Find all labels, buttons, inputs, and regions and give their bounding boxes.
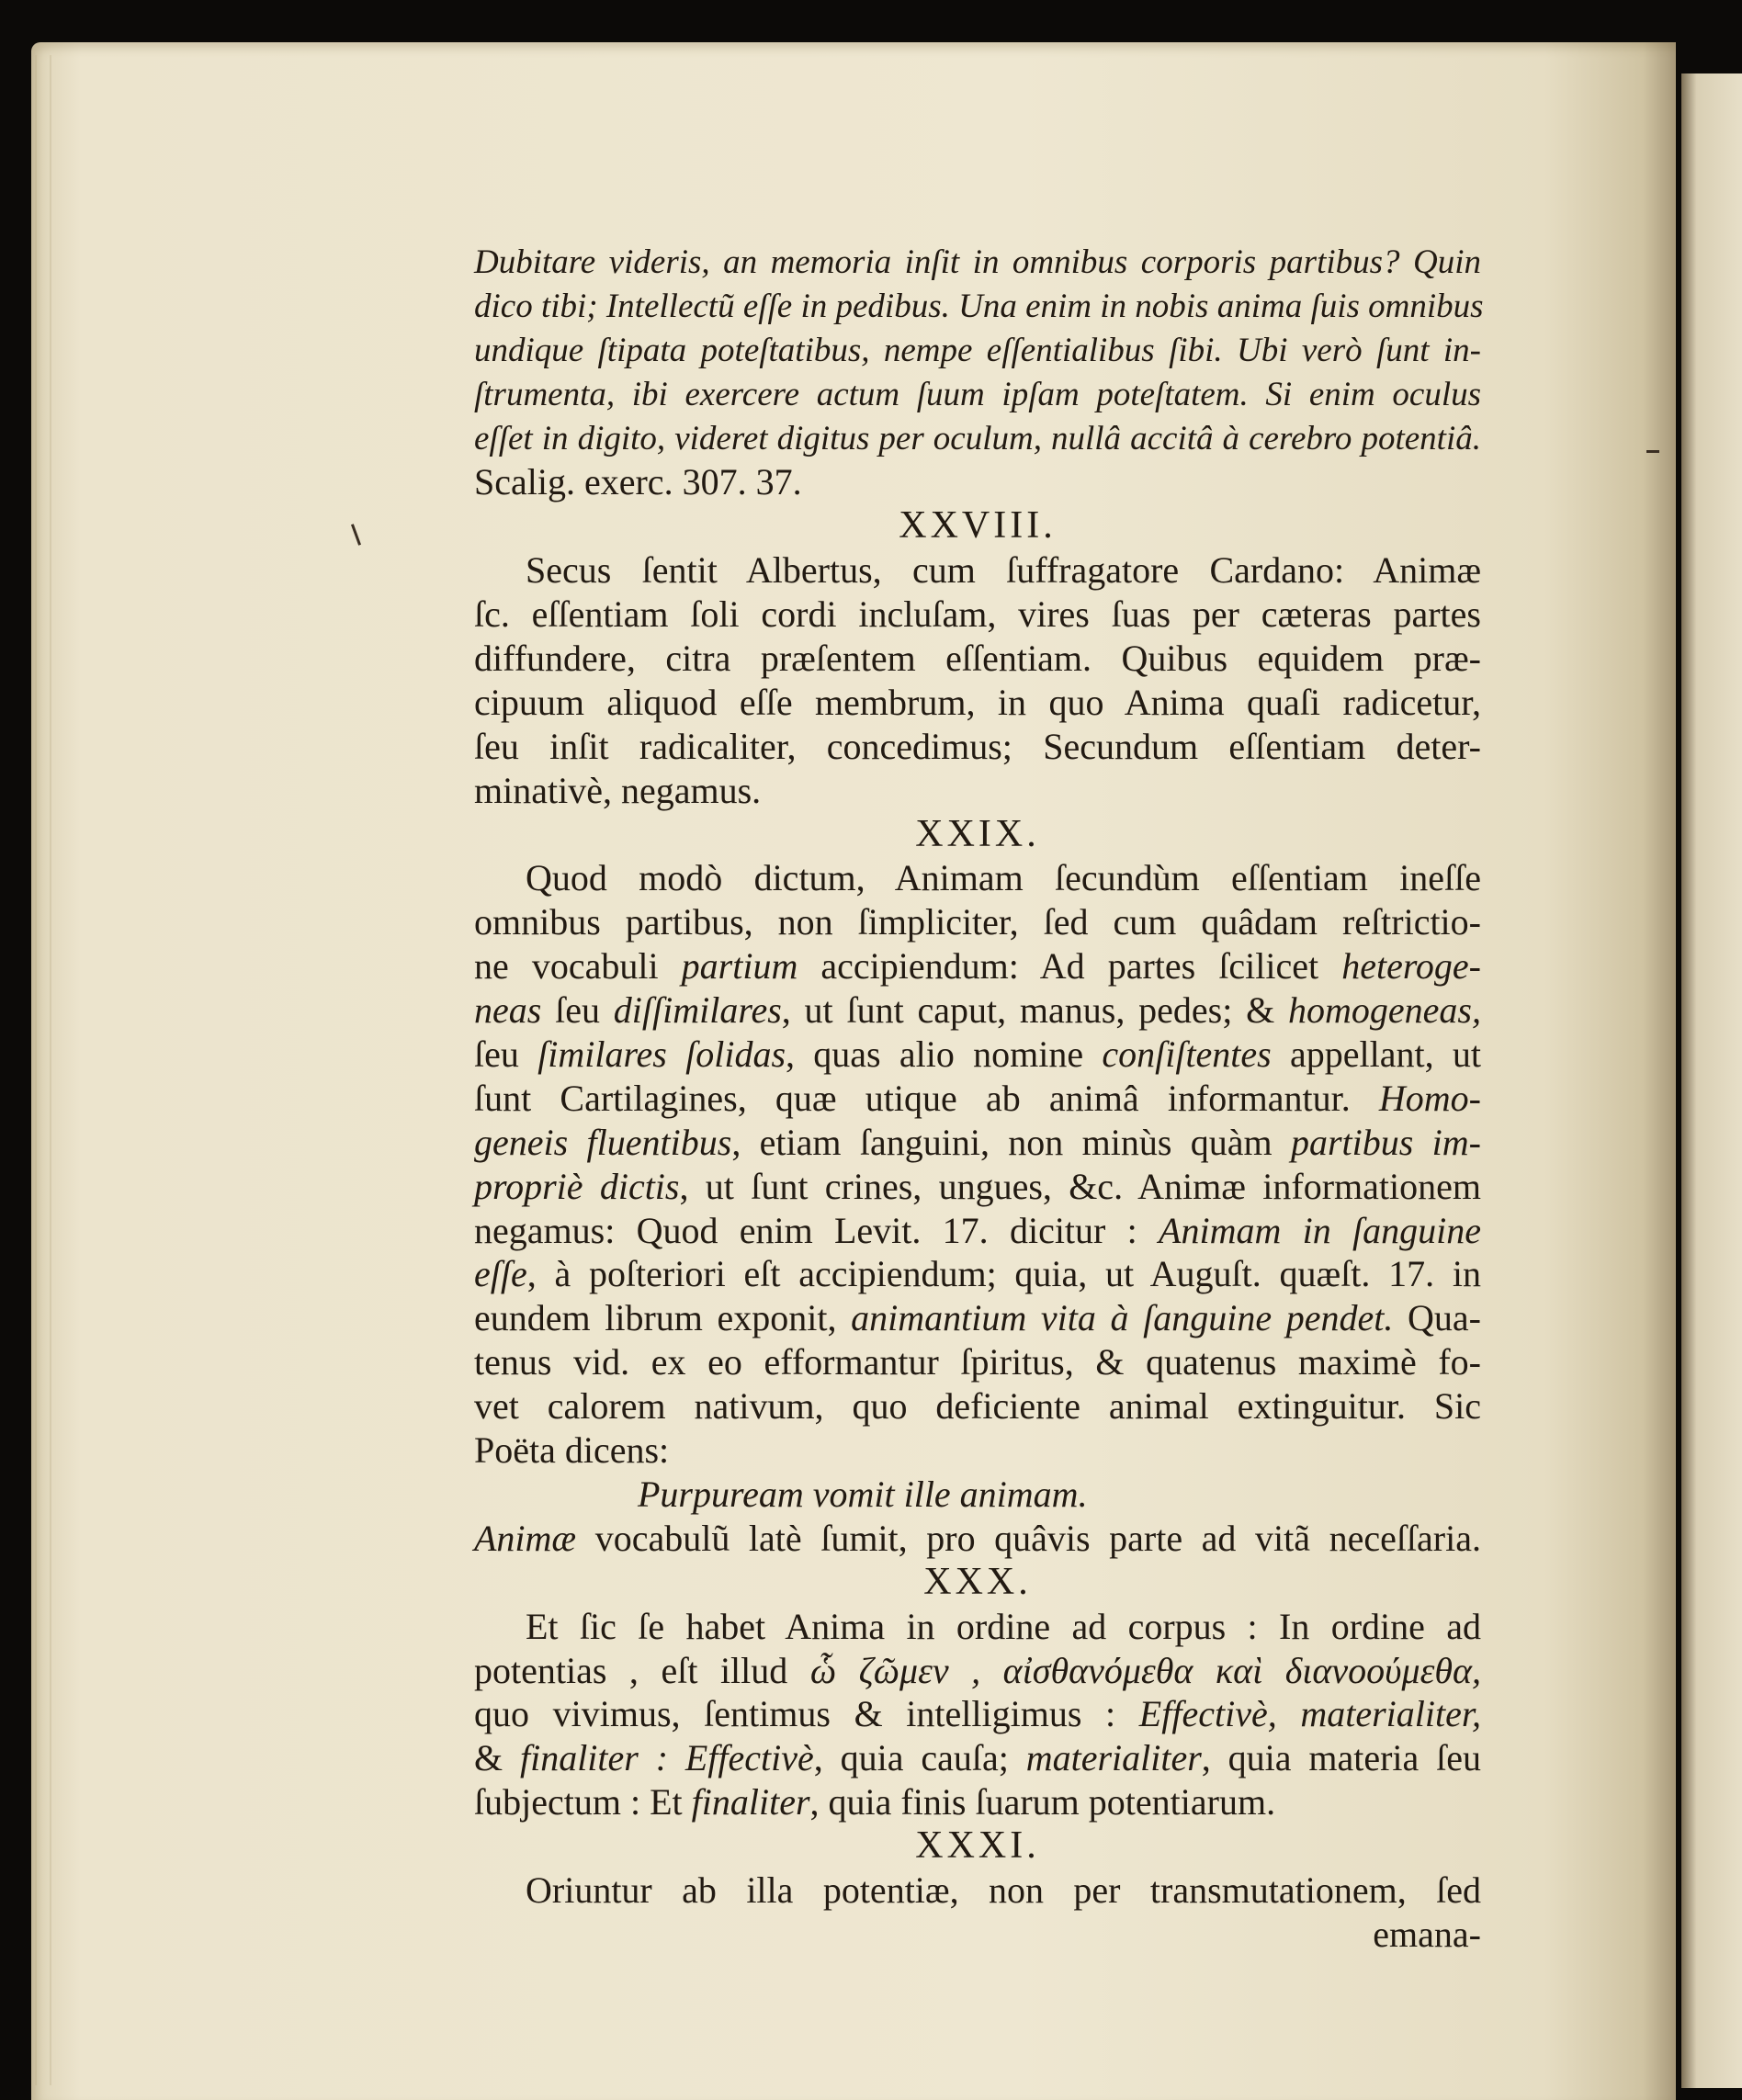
- section-heading: [474, 1561, 1481, 1605]
- roman-text: ne vocabuli: [474, 945, 682, 988]
- roman-text: , à poſteriori eſt accipiendum; quia, ut Auguſt. quæſt. 17. in: [526, 1253, 1481, 1295]
- roman-text: , ut ſunt crines, ungues, &c. Animæ informationem: [679, 1165, 1481, 1207]
- roman-text: minativè, negamus.: [474, 769, 762, 811]
- italic-text: geneis fluentibus: [474, 1121, 732, 1163]
- page-edges: [35, 55, 51, 2085]
- text-line: [474, 241, 1481, 285]
- italic-text: dico tibi; Intellectũ eſſe in pedibus. Una enim in nobis anima ſuis omnibus: [474, 287, 1484, 325]
- italic-text: ſimilares ſolidas: [537, 1033, 786, 1076]
- roman-text: ſeu inſit radicaliter, concedimus; Secundum eſſentiam deter-: [474, 725, 1481, 767]
- roman-text: ſunt Cartilagines, quæ utique ab animâ informantur.: [474, 1077, 1379, 1119]
- roman-text: ſc. eſſentiam ſoli cordi incluſam, vires ſuas per cæteras partes: [474, 593, 1481, 636]
- text-line: [474, 460, 1481, 504]
- text-line: [474, 329, 1481, 373]
- roman-text: , ut ſunt caput, manus, pedes; &: [781, 989, 1289, 1032]
- roman-text: XXXI.: [915, 1824, 1040, 1868]
- text-line: [474, 1121, 1481, 1165]
- roman-text: , quia finis ſuarum potentiarum.: [809, 1781, 1276, 1823]
- italic-text: Effectivè, materialiter,: [1138, 1693, 1481, 1735]
- roman-text: Qua-: [1393, 1297, 1481, 1339]
- italic-text: eſſe: [474, 1253, 527, 1295]
- italic-text: partium: [681, 945, 798, 988]
- roman-text: potentias , eſt illud: [474, 1649, 810, 1691]
- text-line: [474, 637, 1481, 681]
- roman-text: cipuum aliquod eſſe membrum, in quo Anima quaſi radicetur,: [474, 681, 1481, 723]
- section-heading: [474, 813, 1481, 857]
- italic-text: partibus im-: [1290, 1121, 1481, 1163]
- text-line: [474, 1736, 1481, 1780]
- text-line: [474, 725, 1481, 769]
- roman-text: emana-: [1373, 1913, 1481, 1955]
- roman-text: Oriuntur ab illa potentiæ, non per transmutationem, ſed: [526, 1869, 1481, 1911]
- roman-text: Et ſic ſe habet Anima in ordine ad corpus : In ordine ad: [526, 1605, 1481, 1647]
- text-line: [474, 856, 1481, 900]
- roman-text: XXIX.: [915, 812, 1040, 855]
- roman-text: ſeu: [541, 989, 614, 1032]
- text-line: [474, 285, 1484, 329]
- roman-text: , quas alio nomine: [786, 1033, 1103, 1076]
- roman-text: Secus ſentit Albertus, cum ſuffragatore Cardano: Animæ: [526, 549, 1481, 592]
- roman-text: negamus: Quod enim Levit. 17. dicitur :: [474, 1209, 1159, 1251]
- roman-text: diffundere, citra præſentem eſſentiam. Quibus equidem præ-: [474, 638, 1481, 680]
- roman-text: quo vivimus, ſentimus & intelligimus :: [474, 1693, 1139, 1735]
- roman-text: Scalig. exerc. 307. 37.: [474, 461, 802, 503]
- roman-text: XXX.: [923, 1560, 1032, 1603]
- text-line: [474, 1209, 1481, 1253]
- roman-text: vet calorem nativum, quo deficiente animal extinguitur. Sic: [474, 1385, 1481, 1428]
- italic-text: materialiter: [1025, 1737, 1202, 1779]
- text-line: [474, 1649, 1481, 1693]
- italic-text: Dubitare videris, an memoria inſit in omnibus corporis partibus? Quin: [474, 243, 1481, 281]
- roman-text: XXVIII.: [899, 504, 1057, 548]
- italic-text: diſſimilares: [613, 989, 782, 1032]
- catchword: [474, 1913, 1481, 1957]
- roman-text: ſubjectum : Et: [474, 1781, 692, 1823]
- text-line: [474, 593, 1481, 637]
- section-heading: [474, 504, 1481, 548]
- italic-text: finaliter: [691, 1781, 810, 1823]
- text-line: [474, 1077, 1481, 1121]
- roman-text: &: [474, 1737, 520, 1779]
- italic-text: Animam in ſanguine: [1159, 1209, 1481, 1251]
- text-line: [474, 900, 1481, 944]
- roman-text: Quod modò dictum, Animam ſecundùm eſſentiam ineſſe: [526, 857, 1481, 899]
- italic-text: propriè dictis: [474, 1165, 680, 1207]
- roman-text: omnibus partibus, non ſimpliciter, ſed cum quâdam reſtrictio-: [474, 901, 1481, 943]
- text-line: [474, 769, 1481, 813]
- roman-text: , etiam ſanguini, non minùs quàm: [731, 1121, 1291, 1163]
- roman-text: appellant, ut: [1271, 1033, 1481, 1076]
- text-line: [474, 1340, 1481, 1384]
- italic-text: undique ſtipata poteſtatibus, nempe eſſentialibus ſibi. Ubi verò ſunt in-: [474, 331, 1481, 369]
- text-line: [474, 1869, 1481, 1913]
- facing-page-edge: [1681, 73, 1742, 2088]
- text-line: [474, 1473, 1481, 1517]
- italic-text: neas: [474, 989, 542, 1032]
- roman-text: , quia materia ſeu: [1201, 1737, 1482, 1779]
- text-line: [474, 1252, 1481, 1296]
- italic-text: Purpuream vomit ille animam.: [638, 1473, 1088, 1515]
- roman-text: tenus vid. ex eo efformantur ſpiritus, & quatenus maximè fo-: [474, 1341, 1481, 1383]
- ink-mark: [1646, 450, 1659, 453]
- italic-text: ὧ ζῶμεν , αἰσθανόμεθα καὶ διανοούμεθα,: [809, 1649, 1481, 1691]
- roman-text: Poëta dicens:: [474, 1429, 670, 1472]
- text-line: [474, 1692, 1481, 1736]
- italic-text: heteroge-: [1341, 945, 1481, 988]
- page-text: [474, 241, 1484, 1957]
- text-line: [474, 681, 1481, 725]
- text-line: [474, 944, 1481, 988]
- text-line: [474, 1605, 1481, 1649]
- text-line: [474, 417, 1481, 461]
- text-line: [474, 1517, 1481, 1561]
- italic-text: ſtrumenta, ibi exercere actum ſuum ipſam poteſtatem. Si enim oculus: [474, 375, 1481, 413]
- roman-text: ſeu: [474, 1033, 538, 1076]
- text-line: [474, 1033, 1481, 1077]
- section-heading: [474, 1824, 1481, 1869]
- text-line: [474, 1165, 1481, 1209]
- text-line: [474, 1780, 1481, 1824]
- italic-text: Homo-: [1378, 1077, 1481, 1119]
- italic-text: animantium vita à ſanguine pendet.: [851, 1297, 1394, 1339]
- text-line: [474, 373, 1481, 417]
- roman-text: vocabulũ latè ſumit, pro quâvis parte ad vitã neceſſaria.: [576, 1517, 1481, 1559]
- roman-text: accipiendum: Ad partes ſcilicet: [797, 945, 1342, 988]
- italic-text: eſſet in digito, videret digitus per oculum, nullâ accitâ à cerebro potentiâ.: [474, 419, 1481, 457]
- italic-text: Animæ: [474, 1517, 577, 1559]
- roman-text: , quia cauſa;: [813, 1737, 1026, 1779]
- italic-text: conſiſtentes: [1102, 1033, 1272, 1076]
- text-line: [474, 1428, 1481, 1473]
- text-line: [474, 1384, 1481, 1428]
- italic-text: homogeneas,: [1288, 989, 1481, 1032]
- text-line: [474, 1296, 1481, 1340]
- roman-text: eundem librum exponit,: [474, 1297, 852, 1339]
- italic-text: finaliter : Effectivè: [519, 1737, 814, 1779]
- text-line: [474, 988, 1481, 1033]
- text-line: [474, 548, 1481, 593]
